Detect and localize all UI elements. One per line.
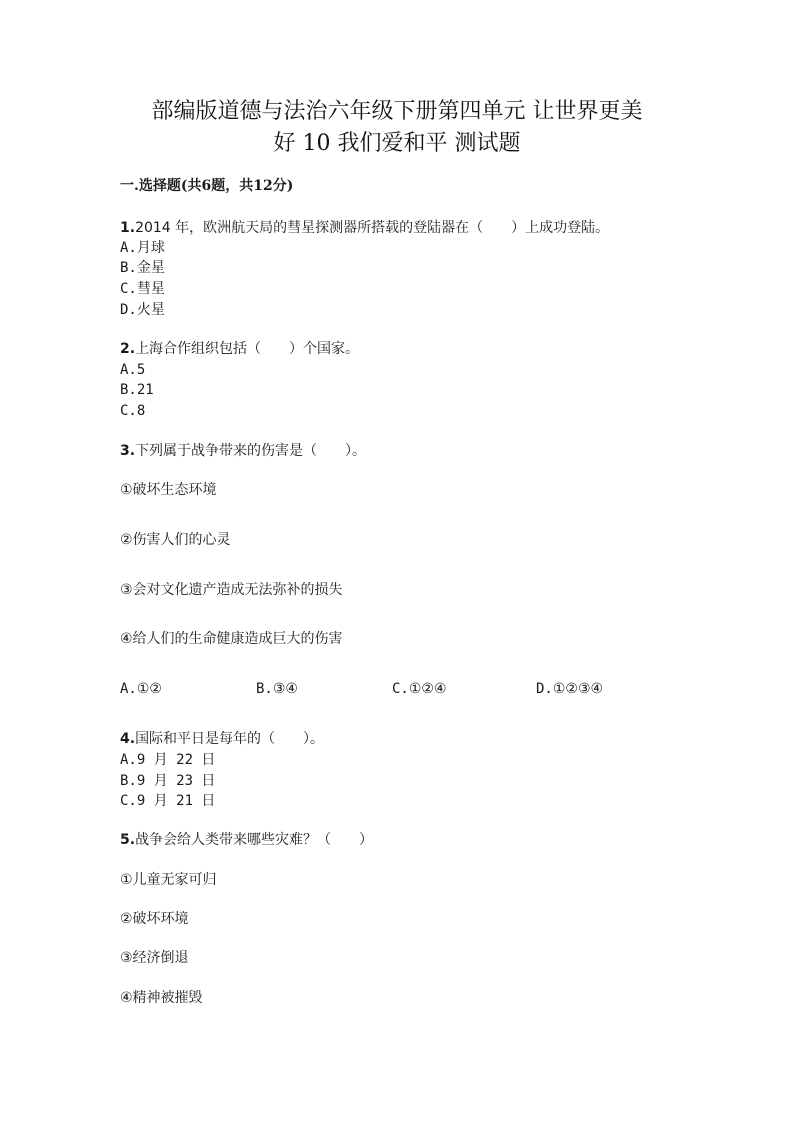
option-a: A.①② xyxy=(120,681,162,697)
question-number: 5. xyxy=(120,832,136,848)
statement-3: ③会对文化遗产造成无法弥补的损失 xyxy=(120,582,343,598)
option-c: C.8 xyxy=(120,403,146,419)
statement-1: ①破坏生态环境 xyxy=(120,482,217,498)
option-c: C.彗星 xyxy=(120,281,165,297)
option-d: D.火星 xyxy=(120,302,165,318)
question-stem: 国际和平日是每年的（ ）。 xyxy=(135,731,325,747)
statement-3: ③经济倒退 xyxy=(120,950,189,966)
question-3 xyxy=(120,441,366,461)
question-2 xyxy=(120,339,359,359)
option-b: B.③④ xyxy=(256,681,298,697)
document-title-line-2: 好 10 我们爱和平 测试题 xyxy=(273,131,521,156)
option-d: D.①②③④ xyxy=(536,681,604,697)
statement-1: ①儿童无家可归 xyxy=(120,872,217,888)
statement-2: ②破坏环境 xyxy=(120,911,189,927)
question-stem: 上海合作组织包括（ ）个国家。 xyxy=(135,341,360,357)
question-number: 3. xyxy=(120,443,136,459)
question-number: 1. xyxy=(120,220,136,236)
statement-4: ④给人们的生命健康造成巨大的伤害 xyxy=(120,631,343,647)
question-number: 4. xyxy=(120,731,136,747)
option-c: C.9 月 21 日 xyxy=(120,793,216,809)
section-heading: 一.选择题(共6题，共12分) xyxy=(120,178,294,194)
document-title-line-1: 部编版道德与法治六年级下册第四单元 让世界更美 xyxy=(151,99,643,124)
question-stem: 下列属于战争带来的伤害是（ ）。 xyxy=(135,443,367,459)
question-stem: 2014 年，欧洲航天局的彗星探测器所搭载的登陆器在（ ）上成功登陆。 xyxy=(135,220,610,236)
option-a: A.月球 xyxy=(120,240,165,256)
option-a: A.5 xyxy=(120,362,146,378)
question-stem: 战争会给人类带来哪些灾难？（ ） xyxy=(135,832,374,848)
question-4 xyxy=(120,729,324,749)
option-b: B.21 xyxy=(120,382,154,398)
statement-4: ④精神被摧毁 xyxy=(120,990,203,1006)
option-b: B.金星 xyxy=(120,260,165,276)
option-b: B.9 月 23 日 xyxy=(120,773,216,789)
option-a: A.9 月 22 日 xyxy=(120,752,216,768)
statement-2: ②伤害人们的心灵 xyxy=(120,532,231,548)
question-5 xyxy=(120,830,373,850)
option-c: C.①②④ xyxy=(392,681,447,697)
question-1 xyxy=(120,218,609,238)
question-number: 2. xyxy=(120,341,136,357)
